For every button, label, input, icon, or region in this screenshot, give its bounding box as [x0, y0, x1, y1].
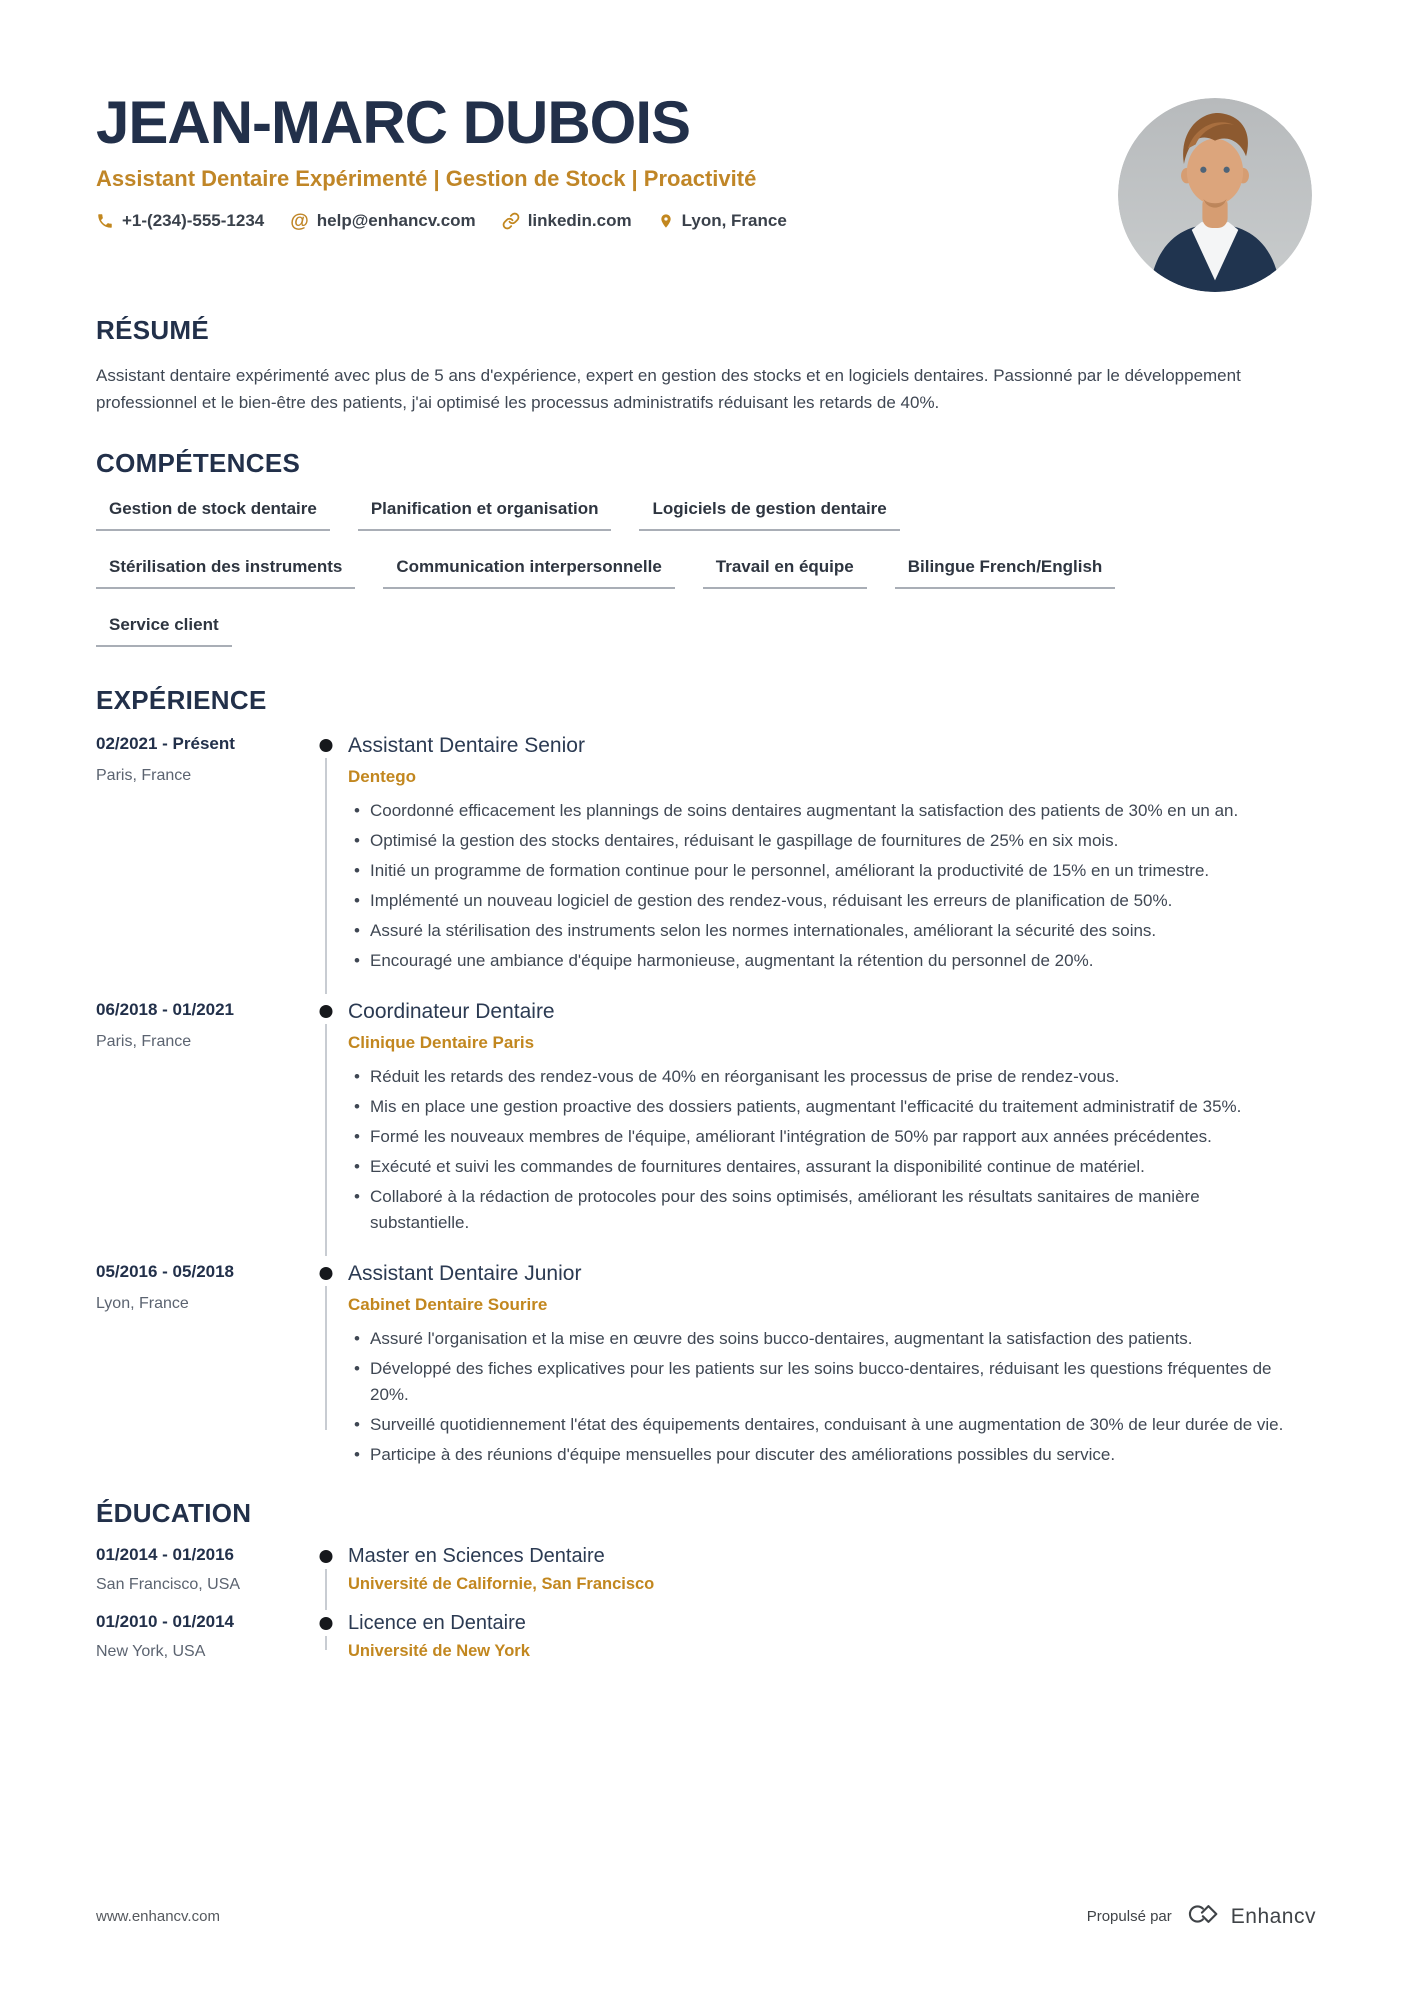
bullet-item: • Développé des fiches explicatives pour les patients sur les soins bucco-dentaires, réduisant les questions fréquentes de 20%. — [348, 1356, 1288, 1408]
competences-section-title: COMPÉTENCES — [96, 448, 301, 479]
bullet-item: • Assuré la stérilisation des instruments selon les normes internationales, améliorant la sécurité des soins. — [348, 918, 1288, 944]
entry-body — [348, 1262, 1330, 1472]
experience-entry — [96, 734, 1330, 978]
company-name: Dentego — [348, 767, 416, 787]
entry-location: Paris, France — [96, 767, 192, 785]
degree-title: Licence en Dentaire — [348, 1612, 526, 1635]
bullet-item: • Coordonné efficacement les plannings de soins dentaires augmentant la satisfaction des patients de 30% en un an. — [348, 798, 1288, 824]
skill-item: Bilingue French/English — [895, 557, 1116, 589]
timeline-dot — [320, 1617, 333, 1630]
entry-meta — [96, 1612, 304, 1661]
resume-section-title: RÉSUMÉ — [96, 315, 210, 346]
headline: Assistant Dentaire Expérimenté | Gestion de Stock | Proactivité — [96, 166, 757, 192]
location-pin-icon — [658, 212, 674, 230]
summary-text: Assistant dentaire expérimenté avec plus de 5 ans d'expérience, expert en gestion des stocks et en logiciels dentaires. Passionné par le développement professionnel et le bien-être des patients, j'ai optimisé les processus administratifs réduisant les retards de 40%. — [96, 366, 1241, 413]
location-text: Lyon, France — [681, 211, 787, 231]
section-experience — [96, 685, 1330, 1472]
skills-row — [96, 615, 1330, 647]
job-title: Coordinateur Dentaire — [348, 1000, 555, 1024]
skills-row — [96, 499, 1330, 531]
email-contact[interactable] — [290, 211, 475, 231]
enhancv-logo[interactable] — [1183, 1902, 1220, 1931]
job-title: Assistant Dentaire Junior — [348, 1262, 582, 1286]
experience-entry — [96, 1262, 1330, 1472]
linkedin-text: linkedin.com — [527, 211, 632, 231]
entry-meta — [96, 1545, 304, 1594]
bullet-item: • Exécuté et suivi les commandes de fournitures dentaires, assurant la disponibilité continue de matériel. — [348, 1154, 1288, 1180]
timeline-dot — [320, 739, 333, 752]
section-competences — [96, 448, 1330, 647]
degree-title: Master en Sciences Dentaire — [348, 1545, 605, 1568]
job-bullets — [348, 1064, 1288, 1236]
bullet-item: • Optimisé la gestion des stocks dentaires, réduisant le gaspillage de fournitures de 25% en six mois. — [348, 828, 1288, 854]
section-education — [96, 1498, 1330, 1661]
bullet-item: • Mis en place une gestion proactive des dossiers patients, augmentant l'efficacité du traitement administratif de 35%. — [348, 1094, 1288, 1120]
bullet-item: • Encouragé une ambiance d'équipe harmonieuse, augmentant la rétention du personnel de 20%. — [348, 948, 1288, 974]
school-name: Université de Californie, San Francisco — [348, 1575, 655, 1594]
brand-name[interactable]: Enhancv — [1230, 1904, 1316, 1928]
education-entry — [96, 1545, 1330, 1594]
entry-meta — [96, 734, 304, 978]
job-bullets — [348, 798, 1288, 974]
phone-icon — [96, 212, 114, 230]
entry-meta — [96, 1262, 304, 1472]
timeline-line — [325, 1286, 327, 1430]
timeline-line — [325, 1636, 327, 1650]
entry-dates: 02/2021 - Présent — [96, 734, 235, 754]
entry-body — [348, 734, 1330, 978]
entry-body — [348, 1000, 1330, 1240]
location-contact — [658, 211, 787, 231]
entry-location: New York, USA — [96, 1643, 206, 1661]
timeline — [304, 1545, 348, 1594]
linkedin-contact[interactable] — [502, 211, 632, 231]
skill-item: Planification et organisation — [358, 499, 612, 531]
skill-item: Gestion de stock dentaire — [96, 499, 330, 531]
bullet-item: • Collaboré à la rédaction de protocoles pour des soins optimisés, améliorant les résultats sanitaires de manière substantielle. — [348, 1184, 1288, 1236]
education-section-title: ÉDUCATION — [96, 1498, 252, 1529]
profile-photo-illustration — [1118, 98, 1312, 292]
experience-entry — [96, 1000, 1330, 1240]
experience-section-title: EXPÉRIENCE — [96, 685, 267, 716]
job-bullets — [348, 1326, 1288, 1468]
entry-location: San Francisco, USA — [96, 1576, 241, 1594]
phone-number: +1-(234)-555-1234 — [122, 211, 265, 231]
company-name: Clinique Dentaire Paris — [348, 1033, 535, 1053]
timeline-dot — [320, 1550, 333, 1563]
bullet-item: • Réduit les retards des rendez-vous de 40% en réorganisant les processus de prise de rendez-vous. — [348, 1064, 1288, 1090]
skill-item: Travail en équipe — [703, 557, 867, 589]
phone-contact[interactable] — [96, 211, 264, 231]
bullet-item: • Participe à des réunions d'équipe mensuelles pour discuter des améliorations possibles du service. — [348, 1442, 1288, 1468]
candidate-name: JEAN-MARC DUBOIS — [96, 89, 691, 156]
entry-location: Lyon, France — [96, 1295, 189, 1313]
timeline — [304, 734, 348, 978]
skill-item: Stérilisation des instruments — [96, 557, 355, 589]
company-name: Cabinet Dentaire Sourire — [348, 1295, 548, 1315]
at-icon: @ — [290, 210, 309, 232]
timeline — [304, 1000, 348, 1240]
bullet-item: • Assuré l'organisation et la mise en œuvre des soins bucco-dentaires, augmentant la satisfaction des patients. — [348, 1326, 1288, 1352]
education-entry — [96, 1612, 1330, 1661]
skill-item: Communication interpersonnelle — [383, 557, 674, 589]
timeline-line — [325, 1569, 327, 1610]
profile-photo — [1118, 98, 1312, 292]
entry-location: Paris, France — [96, 1033, 192, 1051]
bullet-item: • Formé les nouveaux membres de l'équipe, améliorant l'intégration de 50% par rapport aux années précédentes. — [348, 1124, 1288, 1150]
skills-list — [96, 499, 1330, 647]
timeline-line — [325, 1024, 327, 1256]
skill-item: Logiciels de gestion dentaire — [639, 499, 899, 531]
timeline-line — [325, 758, 327, 994]
skills-row — [96, 557, 1330, 589]
entry-dates: 01/2014 - 01/2016 — [96, 1545, 235, 1565]
bullet-item: • Surveillé quotidiennement l'état des équipements dentaires, conduisant à une augmentation de 30% de leur durée de vie. — [348, 1412, 1288, 1438]
bullet-item: • Initié un programme de formation continue pour le personnel, améliorant la productivité de 15% en un trimestre. — [348, 858, 1288, 884]
powered-by-label: Propulsé par — [1086, 1908, 1172, 1925]
powered-by — [1087, 1902, 1316, 1931]
entry-dates: 05/2016 - 05/2018 — [96, 1262, 235, 1282]
email-address: help@enhancv.com — [316, 211, 476, 231]
timeline — [304, 1262, 348, 1472]
job-title: Assistant Dentaire Senior — [348, 734, 585, 758]
timeline-dot — [320, 1005, 333, 1018]
footer — [96, 1902, 1316, 1931]
experience-entries — [96, 734, 1330, 1472]
section-resume — [96, 315, 1330, 416]
link-icon — [502, 212, 520, 230]
entry-body — [348, 1545, 1330, 1594]
education-entries — [96, 1545, 1330, 1661]
school-name: Université de New York — [348, 1642, 530, 1661]
entry-meta — [96, 1000, 304, 1240]
timeline-dot — [320, 1267, 333, 1280]
footer-site-link[interactable]: www.enhancv.com — [96, 1908, 220, 1925]
entry-dates: 06/2018 - 01/2021 — [96, 1000, 235, 1020]
entry-dates: 01/2010 - 01/2014 — [96, 1612, 235, 1632]
entry-body — [348, 1612, 1330, 1661]
bullet-item: • Implémenté un nouveau logiciel de gestion des rendez-vous, réduisant les erreurs de planification de 50%. — [348, 888, 1288, 914]
timeline — [304, 1612, 348, 1661]
skill-item: Service client — [96, 615, 232, 647]
